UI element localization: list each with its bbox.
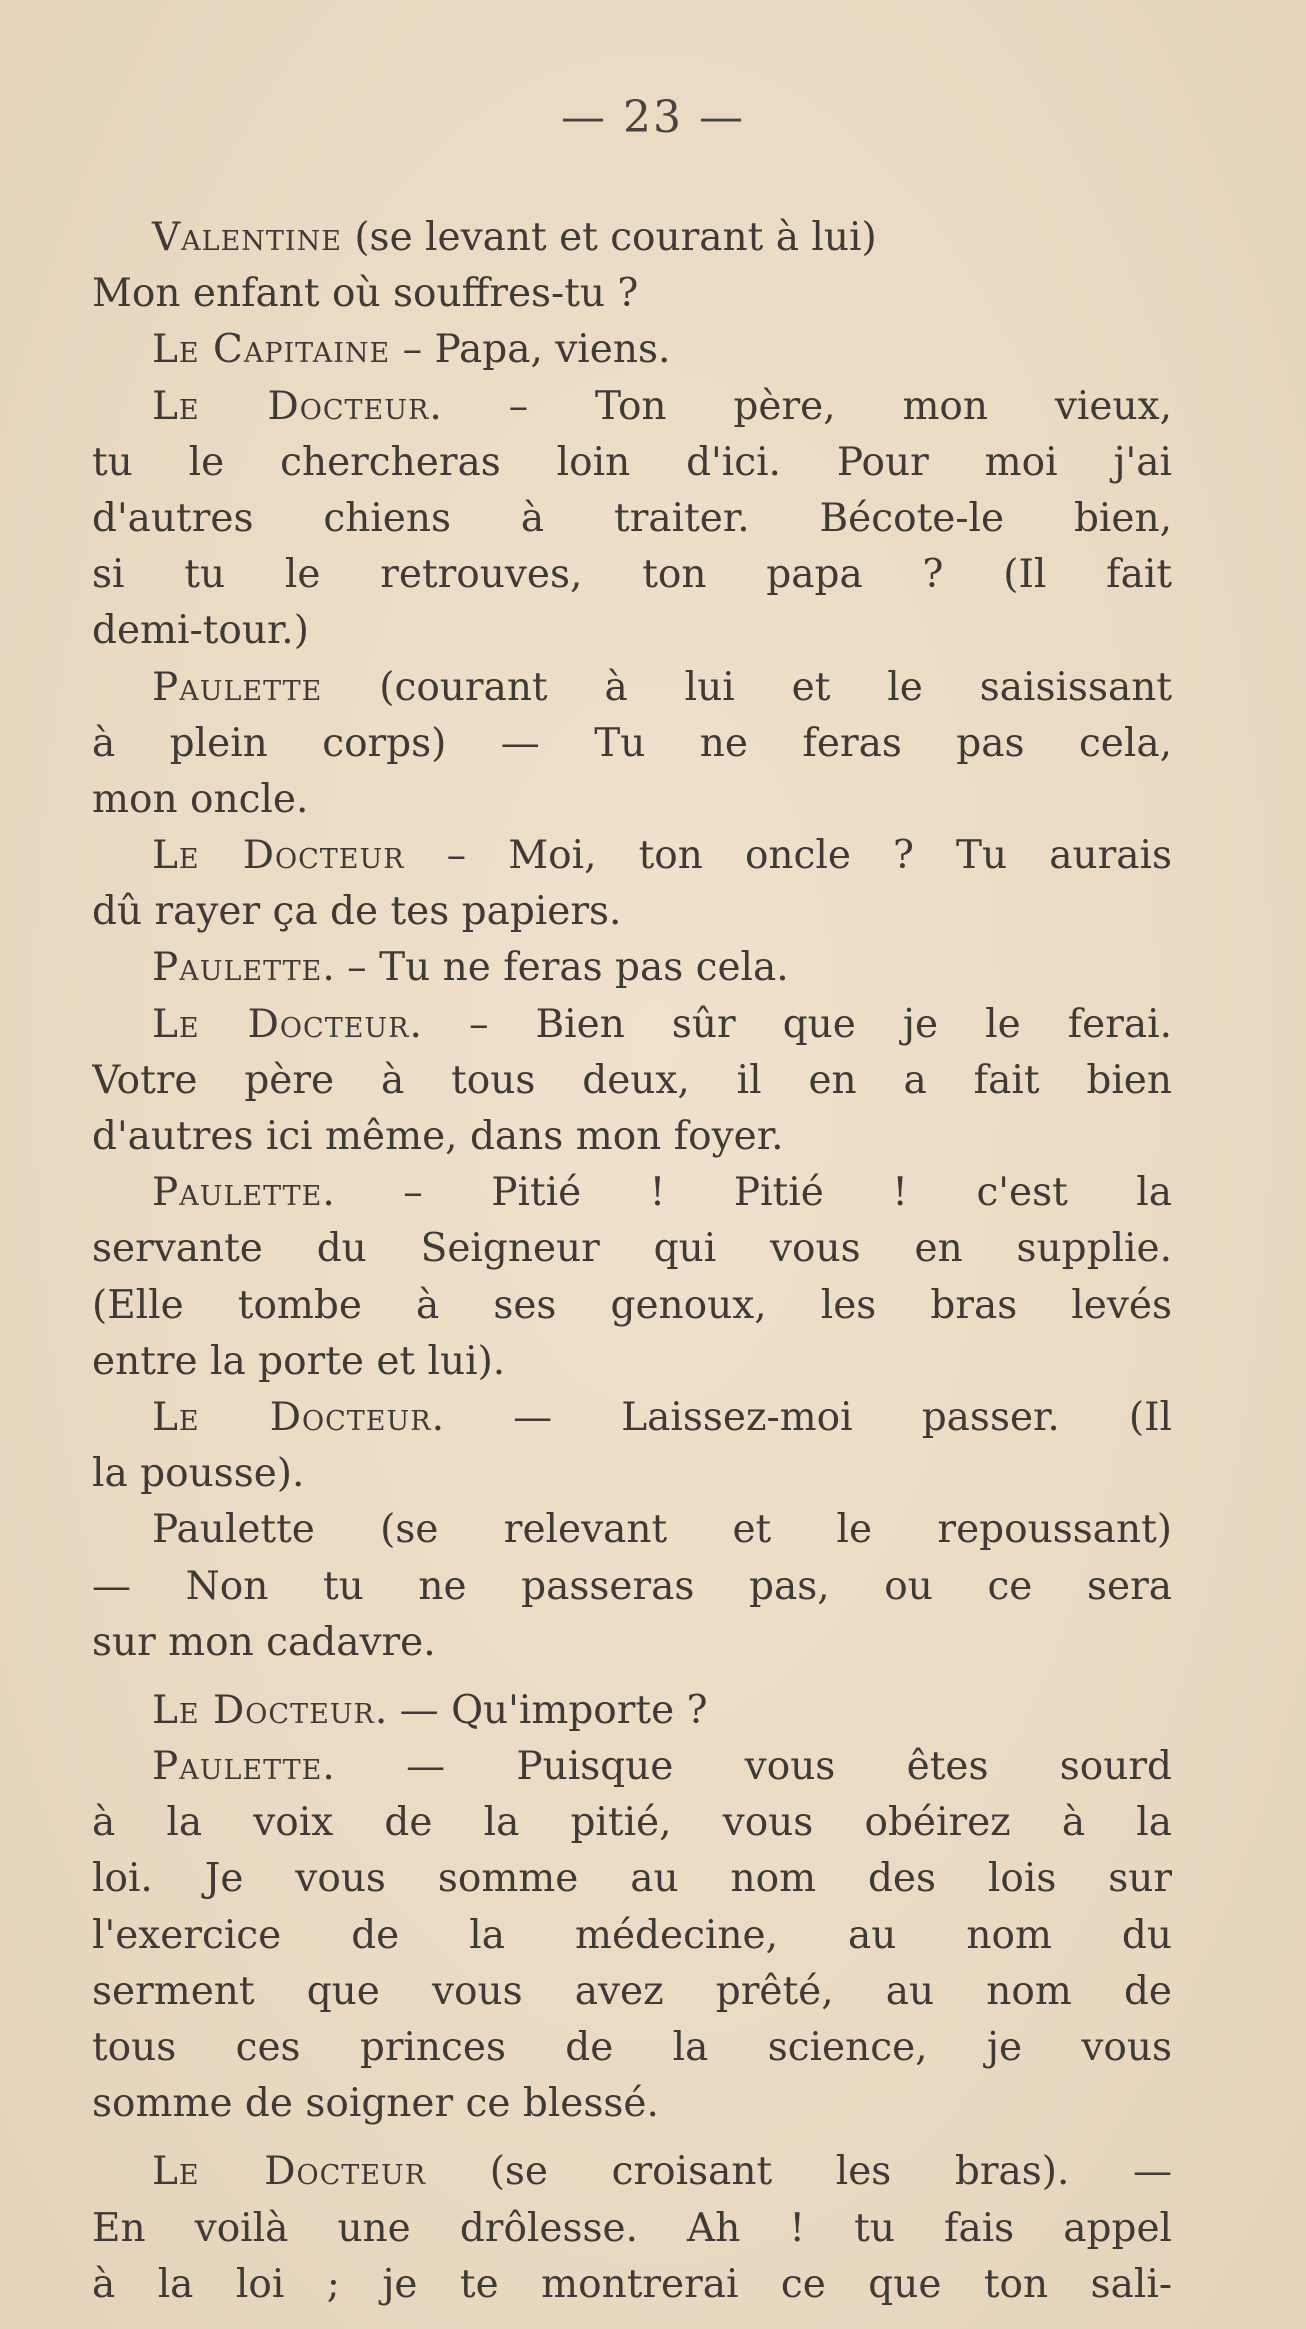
line-text: à plein corps) — Tu ne feras pas cela, [92,720,1172,766]
text-line [92,1615,1172,1671]
text-line [92,1908,1172,1964]
line-text: demi-tour.) [92,608,309,654]
line-text: mon oncle. [92,776,309,822]
text-line [92,1446,1172,1502]
text-line [92,1165,1172,1221]
line-text: Votre père à tous deux, il en a fait bien [92,1057,1172,1103]
paragraph-gap [92,2132,1172,2144]
speaker-name: Le Docteur [152,1687,375,1733]
line-text: Paulette (se relevant et le repoussant) [152,1507,1172,1553]
text-line [92,940,1172,996]
line-text: (Elle tombe à ses genoux, les bras levés [92,1282,1172,1328]
line-text: (se croisant les bras). — [426,2149,1172,2195]
line-text: (se levant et courant à lui) [341,215,877,260]
line-text: entre la porte et lui). [92,1338,506,1384]
text-line [92,266,1172,322]
text-line [92,1502,1172,1558]
text-line [92,435,1172,491]
text-line [92,1334,1172,1390]
speaker-name: Paulette [152,664,323,710]
text-line [92,1109,1172,1165]
line-text: . – Pitié ! Pitié ! c'est la [322,1170,1172,1216]
line-text: . – Ton père, mon vieux, [429,383,1172,429]
text-line [92,884,1172,940]
text-line [92,828,1172,884]
text-line [92,2257,1172,2313]
speaker-name: Paulette [152,1170,323,1216]
text-line [92,2020,1172,2076]
line-text: loi. Je vous somme au nom des lois sur [92,1856,1172,1902]
text-line [92,379,1172,435]
page-text [92,210,1172,2313]
text-line [92,491,1172,547]
line-text: dû rayer ça de tes papiers. [92,889,622,935]
text-line [92,603,1172,659]
text-line [92,322,1172,378]
text-line [92,1390,1172,1446]
text-line [92,1964,1172,2020]
line-text: . — Puisque vous êtes sourd [322,1744,1172,1790]
text-line [92,2201,1172,2257]
page-number: — 23 — [561,92,745,143]
line-text: si tu le retrouves, ton papa ? (Il fait [92,552,1172,598]
line-text: à la voix de la pitié, vous obéirez à la [92,1800,1172,1846]
text-line [92,660,1172,716]
text-line [92,1559,1172,1615]
line-text: . — Qu'importe ? [374,1687,708,1733]
line-text: – Moi, ton oncle ? Tu aurais [404,833,1172,879]
speaker-name: Le Docteur [152,833,405,879]
line-text: (courant à lui et le saisissant [322,664,1172,710]
speaker-name: Le Docteur [152,1001,410,1047]
text-line [92,1851,1172,1907]
speaker-name: Paulette [152,1744,323,1790]
line-text: tu le chercheras loin d'ici. Pour moi j'ai [92,439,1172,485]
speaker-name: Paulette [152,945,323,991]
speaker-name: Le Docteur [152,2149,427,2195]
text-line [92,1795,1172,1851]
text-line [92,2144,1172,2200]
text-line [92,772,1172,828]
text-line [92,997,1172,1053]
speaker-name: Le Docteur [152,383,430,429]
text-line [92,210,1172,266]
speaker-name: Le Docteur [152,1394,432,1440]
line-text: — Non tu ne passeras pas, ou ce sera [92,1563,1172,1609]
text-line [92,1278,1172,1334]
text-line [92,1683,1172,1739]
text-line [92,1053,1172,1109]
text-line [92,1221,1172,1277]
speaker-name: Valentine [152,215,342,260]
speaker-name: Le Capitaine [152,327,391,373]
line-text: sur mon cadavre. [92,1619,436,1665]
line-text: à la loi ; je te montrerai ce que ton sali- [92,2261,1172,2307]
line-text: la pousse). [92,1451,305,1497]
text-line [92,716,1172,772]
line-text: somme de soigner ce blessé. [92,2081,659,2127]
line-text: tous ces princes de la science, je vous [92,2025,1172,2070]
line-text: l'exercice de la médecine, au nom du [92,1912,1172,1958]
line-text: . — Laissez-moi passer. (Il [431,1394,1172,1440]
line-text: servante du Seigneur qui vous en supplie. [92,1226,1172,1272]
line-text: . – Tu ne feras pas cela. [322,945,789,991]
line-text: – Papa, viens. [390,327,671,373]
paragraph-gap [92,1671,1172,1683]
line-text: . – Bien sûr que je le ferai. [409,1001,1172,1047]
line-text: Mon enfant où souffres-tu ? [92,271,639,317]
line-text: d'autres chiens à traiter. Bécote-le bien, [92,495,1172,541]
text-line [92,2076,1172,2132]
line-text: serment que vous avez prêté, au nom de [92,1968,1172,2014]
line-text: d'autres ici même, dans mon foyer. [92,1114,784,1159]
line-text: En voilà une drôlesse. Ah ! tu fais appel [92,2205,1172,2251]
text-line [92,1739,1172,1795]
text-line [92,547,1172,603]
